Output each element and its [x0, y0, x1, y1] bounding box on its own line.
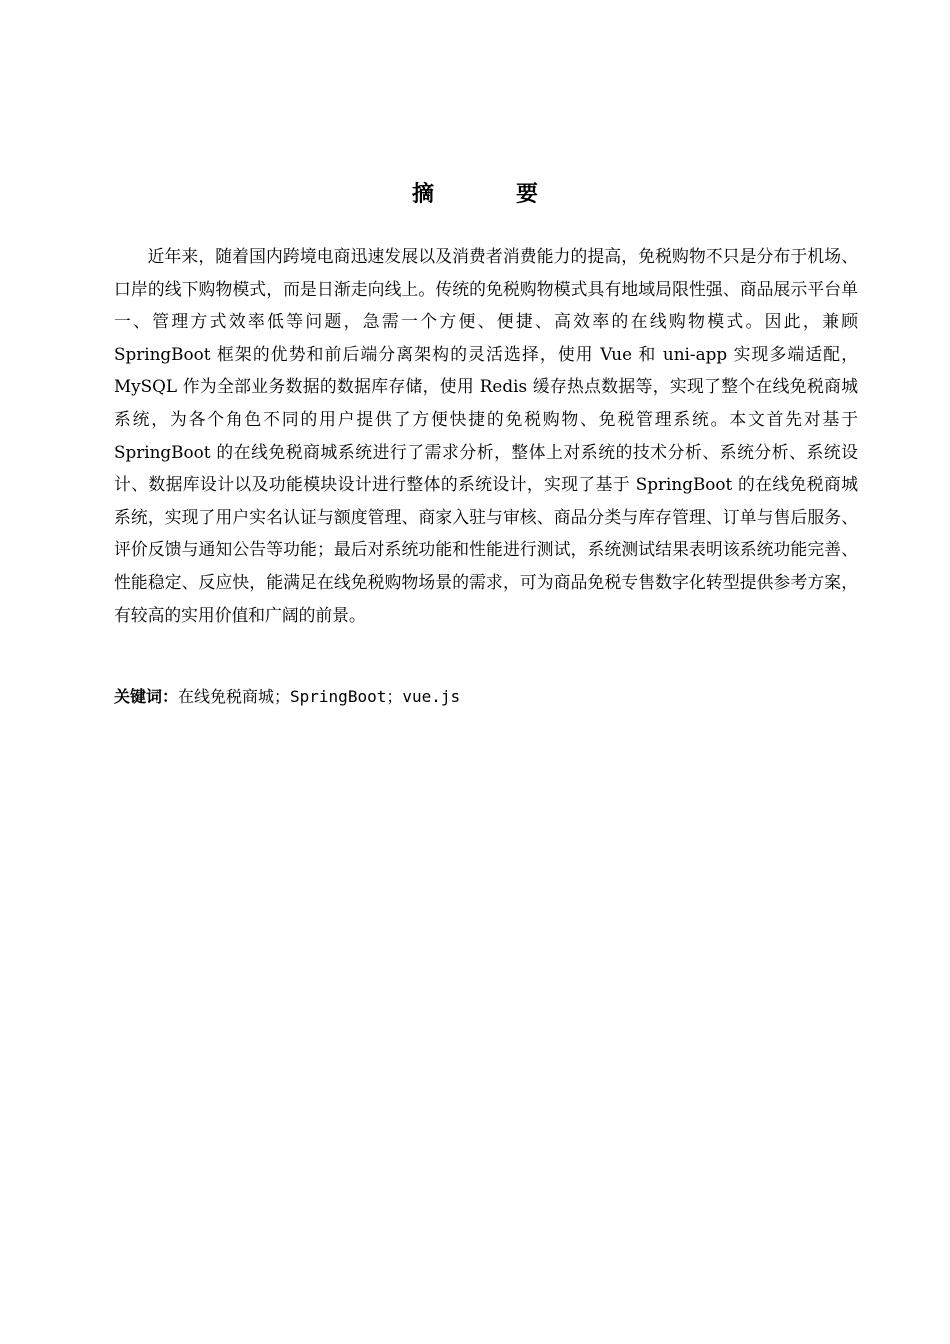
keywords-text: 在线免税商城；SpringBoot；vue.js	[178, 687, 461, 706]
abstract-paragraph: 近年来，随着国内跨境电商迅速发展以及消费者消费能力的提高，免税购物不只是分布于机场、口岸的线下购物模式，而是日渐走向线上。传统的免税购物模式具有地域局限性强、商品展示平台单一、管理方式效率低等问题，急需一个方便、便捷、高效率的在线购物模式。因此，兼顾 SpringBoot 框架的优势和前后端分离架构的灵活选择，使用 Vue 和 uni-app 实现多端适配，MySQL 作为全部业务数据的数据库存储，使用 Redis 缓存热点数据等，实现了整个在线免税商城系统，为各个角色不同的用户提供了方便快捷的免税购物、免税管理系统。本文首先对基于 SpringBoot 的在线免税商城系统进行了需求分析，整体上对系统的技术分析、系统分析、系统设计、数据库设计以及功能模块设计进行整体的系统设计，实现了基于 SpringBoot 的在线免税商城系统，实现了用户实名认证与额度管理、商家入驻与审核、商品分类与库存管理、订单与售后服务、评价反馈与通知公告等功能；最后对系统功能和性能进行测试，系统测试结果表明该系统功能完善、性能稳定、反应快，能满足在线免税购物场景的需求，可为商品免税专售数字化转型提供参考方案，有较高的实用价值和广阔的前景。	[114, 246, 858, 625]
abstract-heading: 摘 要	[411, 182, 568, 207]
keywords-line	[114, 683, 858, 712]
keywords-label: 关键词：	[114, 687, 179, 706]
